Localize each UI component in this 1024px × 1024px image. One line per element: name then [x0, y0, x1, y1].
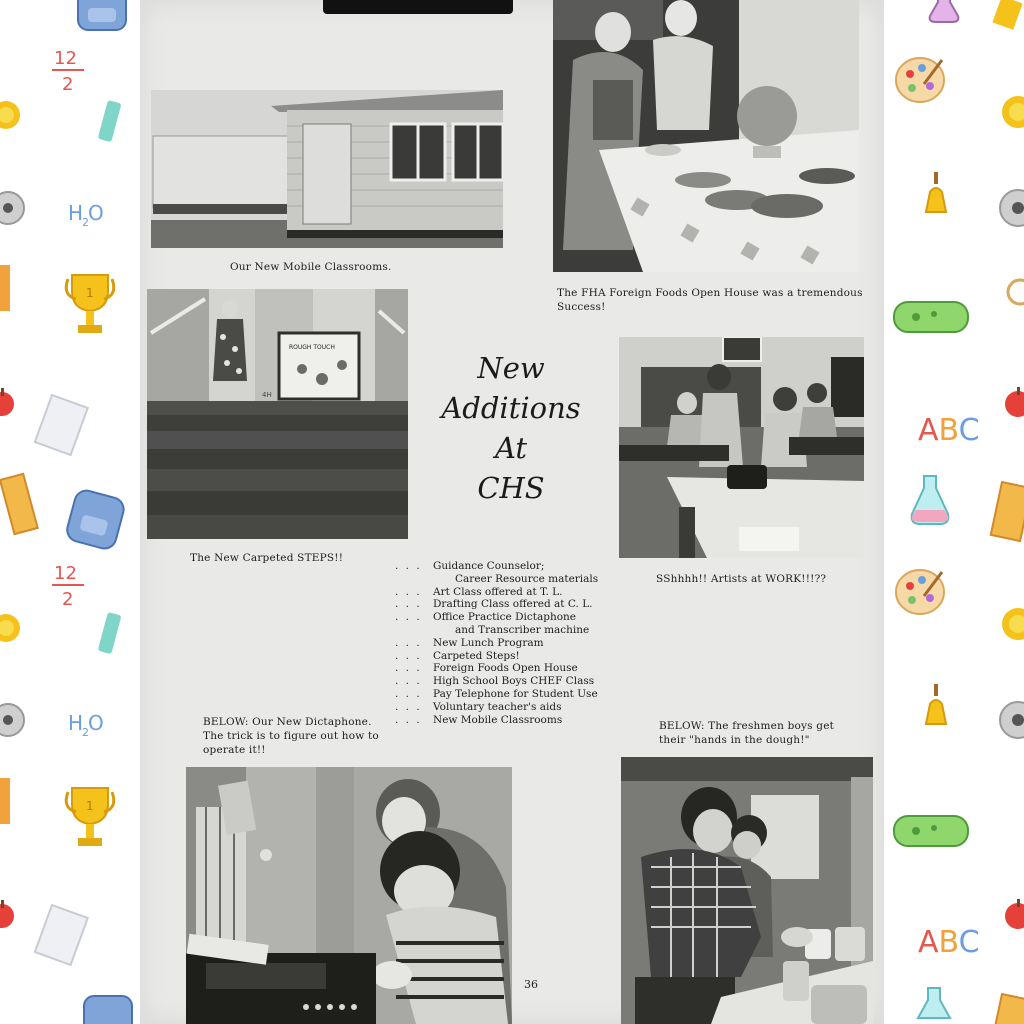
- photo-dictaphone: [186, 767, 512, 1024]
- trophy-icon: [66, 275, 114, 333]
- svg-text:1: 1: [86, 286, 94, 300]
- photo-carpeted-steps: [147, 289, 408, 539]
- left-border-art: [0, 0, 140, 1024]
- photo-fha-open-house: [553, 0, 859, 272]
- svg-text:O: O: [88, 201, 104, 225]
- book-icon: [991, 482, 1024, 541]
- dictaphone-scene: [186, 767, 512, 1024]
- additions-list-item: [395, 675, 625, 688]
- binder-clip: [323, 0, 513, 14]
- svg-text:H: H: [68, 711, 84, 735]
- svg-text:2: 2: [62, 74, 74, 95]
- additions-list-subitem: Career Resource materials: [455, 572, 599, 585]
- title-line-at: At: [494, 431, 528, 465]
- additions-list-item-text: Drafting Class offered at C. L.: [433, 598, 593, 611]
- door-label-4h: 4H: [262, 391, 272, 399]
- apple-icon: [0, 900, 14, 928]
- right-decorative-border: [884, 0, 1024, 1024]
- freshmen-scene: [621, 757, 873, 1024]
- trophy-icon: [66, 788, 114, 846]
- svg-text:12: 12: [54, 48, 77, 69]
- eraser-icon: [894, 302, 968, 332]
- left-decorative-border: [0, 0, 140, 1024]
- right-border-art: [884, 0, 1024, 1024]
- sun-icon: [0, 101, 20, 129]
- additions-list-item-text: Guidance Counselor;: [433, 560, 545, 572]
- list-leader-dots: . . .: [395, 585, 422, 598]
- additions-list-item: [395, 598, 625, 611]
- list-leader-dots: . . .: [395, 636, 422, 649]
- sign-rough-touch: ROUGH TOUCH: [289, 344, 335, 351]
- soccer-ball-icon: [1000, 702, 1024, 738]
- mobile-classroom-scene: [151, 90, 503, 248]
- backpack-icon: [65, 488, 127, 551]
- calculator-icon: [98, 100, 122, 142]
- additions-list-item-text: High School Boys CHEF Class: [433, 675, 595, 688]
- additions-list-item-text: Foreign Foods Open House: [433, 662, 578, 675]
- flask-icon: [930, 0, 959, 22]
- caption-freshmen-boys: BELOW: The freshmen boys get their "hands in the dough!": [659, 720, 835, 746]
- list-leader-dots: . . .: [395, 675, 422, 688]
- sun-icon: [0, 614, 20, 642]
- svg-text:2: 2: [82, 216, 89, 229]
- bell-icon: [926, 172, 946, 212]
- abc-icon: [918, 413, 980, 448]
- page-title: [436, 348, 586, 508]
- list-leader-dots: . . .: [395, 649, 422, 662]
- palette-icon: [896, 570, 944, 614]
- paper-icon: [35, 395, 88, 455]
- additions-list-item: [395, 662, 625, 675]
- soccer-ball-icon: [0, 192, 24, 224]
- svg-text:ABC: ABC: [918, 925, 980, 960]
- additions-list-item: [395, 701, 625, 714]
- fraction-icon: [52, 48, 84, 95]
- yearbook-page: [140, 0, 884, 1024]
- book-icon: [0, 474, 38, 534]
- svg-text:1: 1: [86, 799, 94, 813]
- backpack-icon: [78, 0, 126, 30]
- flask-icon: [912, 476, 949, 524]
- calculator-icon: [98, 612, 122, 654]
- caption-mobile-classrooms: Our New Mobile Classrooms.: [230, 261, 392, 273]
- caption-dictaphone: BELOW: Our New Dictaphone. The trick is to figure out how to operate it!!: [203, 716, 379, 756]
- eraser-icon: [894, 816, 968, 846]
- additions-list-item: [395, 586, 625, 599]
- additions-list: [395, 560, 625, 726]
- list-leader-dots: . . .: [395, 700, 422, 713]
- title-line-additions: Additions: [441, 391, 581, 425]
- soccer-ball-icon: [0, 704, 24, 736]
- additions-list-item-text: Art Class offered at T. L.: [433, 585, 563, 598]
- svg-text:H: H: [68, 201, 84, 225]
- abc-icon: [918, 925, 980, 960]
- fraction-icon: [52, 563, 84, 610]
- h2o-icon: [68, 711, 104, 739]
- ruler-icon: [0, 265, 10, 311]
- steps-scene: [147, 289, 408, 539]
- soccer-ball-icon: [1000, 190, 1024, 226]
- apple-icon: [0, 388, 14, 416]
- compass-icon: [1008, 280, 1024, 304]
- flask-icon: [918, 988, 950, 1018]
- sun-icon: [1002, 96, 1024, 128]
- sun-icon: [1002, 608, 1024, 640]
- additions-list-item: [395, 637, 625, 650]
- list-leader-dots: . . .: [395, 598, 422, 611]
- caption-fha-open-house: The FHA Foreign Foods Open House was a tremendous Success!: [557, 287, 863, 313]
- svg-text:O: O: [88, 711, 104, 735]
- additions-list-item-text: New Mobile Classrooms: [433, 713, 563, 726]
- additions-list-item-text: Voluntary teacher's aids: [433, 700, 562, 713]
- additions-list-item: [395, 650, 625, 663]
- artists-scene: [619, 337, 864, 558]
- bell-icon: [926, 684, 946, 724]
- apple-icon: [1005, 899, 1024, 929]
- palette-icon: [896, 58, 944, 102]
- photo-artists: [619, 337, 864, 558]
- additions-list-item-text: Office Practice Dictaphone: [433, 611, 577, 624]
- book-icon: [994, 994, 1024, 1024]
- svg-text:ABC: ABC: [918, 413, 980, 448]
- photo-mobile-classrooms: [151, 90, 503, 248]
- additions-list-item: [395, 560, 625, 573]
- title-line-new: New: [477, 351, 545, 385]
- additions-list-item-text: Carpeted Steps!: [433, 649, 520, 662]
- h2o-icon: [68, 201, 104, 229]
- paper-icon: [35, 905, 88, 965]
- svg-text:2: 2: [62, 589, 74, 610]
- svg-text:2: 2: [82, 726, 89, 739]
- title-line-chs: CHS: [477, 471, 545, 505]
- fha-scene: [553, 0, 859, 272]
- svg-text:12: 12: [54, 563, 77, 584]
- caption-carpeted-steps: The New Carpeted STEPS!!: [190, 552, 344, 564]
- list-leader-dots: . . .: [395, 611, 422, 624]
- ruler-icon: [0, 778, 10, 824]
- additions-list-item: [395, 688, 625, 701]
- photo-freshmen-boys: [621, 757, 873, 1024]
- additions-list-item: [395, 611, 625, 624]
- additions-list-item: [395, 714, 625, 727]
- additions-list-item-text: New Lunch Program: [433, 636, 544, 649]
- apple-icon: [1005, 387, 1024, 417]
- page-number: 36: [524, 978, 538, 991]
- list-leader-dots: . . .: [395, 662, 422, 675]
- ruler-icon: [992, 0, 1022, 30]
- additions-list-item-text: Pay Telephone for Student Use: [433, 687, 598, 700]
- backpack-icon: [84, 996, 132, 1024]
- list-leader-dots: . . .: [395, 713, 422, 726]
- list-leader-dots: . . .: [395, 687, 422, 700]
- list-leader-dots: . . .: [395, 560, 422, 572]
- additions-list-subitem: and Transcriber machine: [455, 623, 590, 636]
- caption-artists: SShhhh!! Artists at WORK!!!??: [656, 573, 827, 585]
